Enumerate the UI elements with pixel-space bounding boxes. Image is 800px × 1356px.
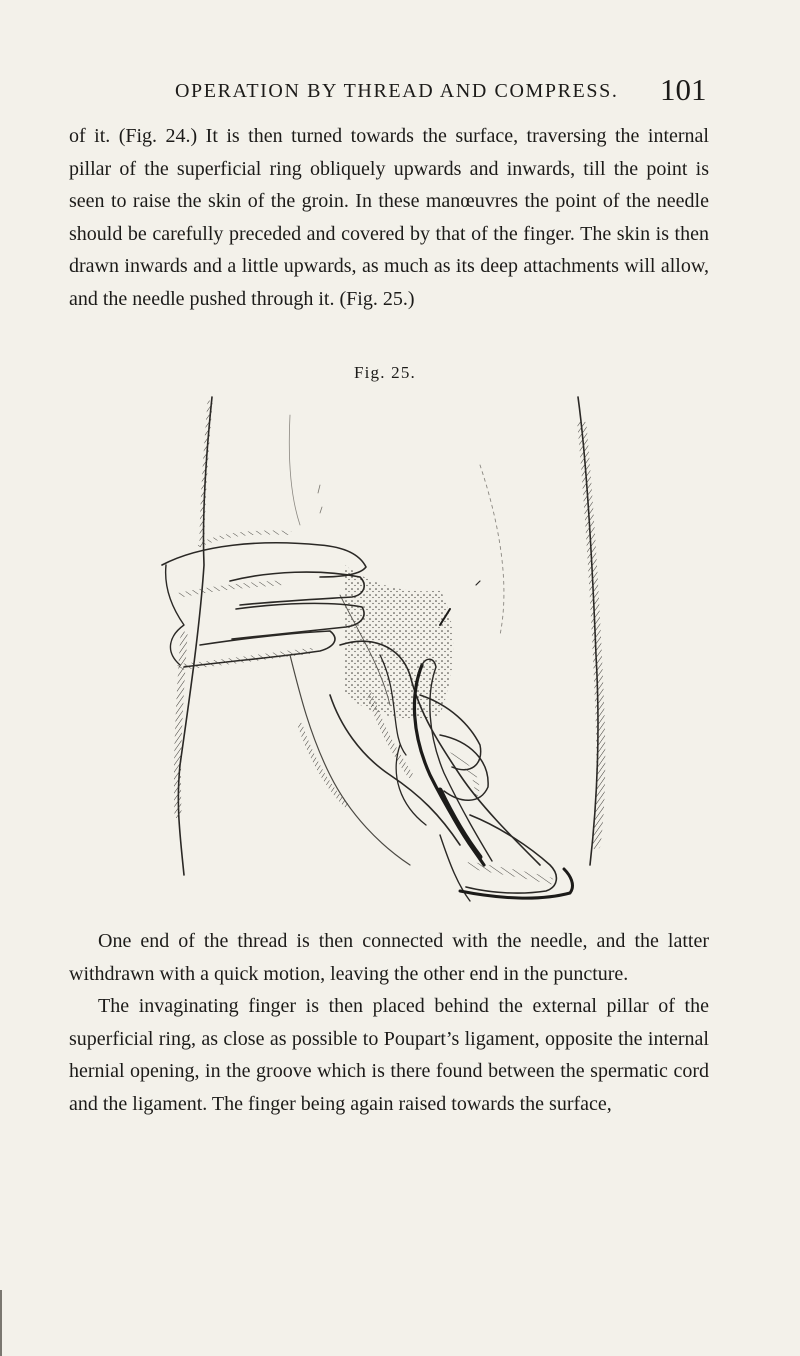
paragraph: One end of the thread is then connected with the needle, and the latter withdrawn with a quick motion, leaving the other end in the puncture. [69,930,709,985]
figure-illustration [140,395,620,920]
engraving-needle-groin-operation-icon [140,395,620,920]
text-block-top [69,120,709,315]
page-edge-mark [0,1290,2,1356]
page-number: 101 [660,72,707,107]
page-header [0,74,800,110]
figure-caption-text: Fig. 25. [353,363,417,382]
text-block-bottom [69,925,709,1120]
paragraph: of it. (Fig. 24.) It is then turned towards the surface, traversing the internal pillar of the superficial ring obliquely upwards and inwards, till the point is seen to raise the skin of the groin. In these manœuvres the point of the needle should be carefully preceded and covered by that of the finger. The skin is then drawn inwards and a little upwards, as much as its deep attachments will allow, and the needle pushed through it. (Fig. 25.) [69,125,709,310]
running-head: OPERATION BY THREAD AND COMPRESS. [175,80,619,102]
paragraph: The invaginating finger is then placed behind the external pillar of the superficial ring, as close as possible to Poupart’s ligament, opposite the internal hernial opening, in the groove which is there found between the spermatic cord and the ligament. The finger being again raised towards the surface, [69,995,709,1115]
figure-caption [0,363,800,383]
